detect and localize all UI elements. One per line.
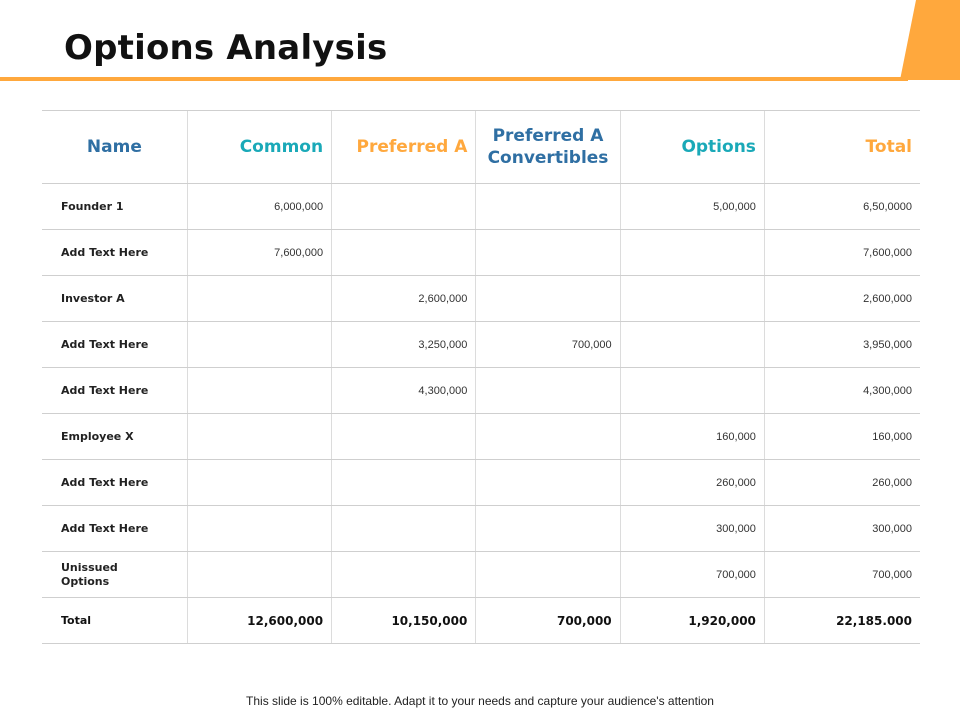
table-row [42, 506, 920, 552]
table-row [42, 322, 920, 368]
cell-common [187, 276, 331, 322]
slide-title: Options Analysis [64, 28, 388, 68]
cell-common: 6,000,000 [187, 184, 331, 230]
cell-convertibles [476, 506, 620, 552]
cell-preferred-a: 3,250,000 [332, 322, 476, 368]
cell-total: 2,600,000 [764, 276, 920, 322]
cell-convertibles [476, 184, 620, 230]
cell-total: 4,300,000 [764, 368, 920, 414]
cell-convertibles: 700,000 [476, 322, 620, 368]
header-name: Name [42, 111, 187, 184]
header-total: Total [764, 111, 920, 184]
cell-convertibles [476, 276, 620, 322]
cell-total: 22,185.000 [764, 598, 920, 644]
cell-total: 6,50,0000 [764, 184, 920, 230]
cell-options: 1,920,000 [620, 598, 764, 644]
table-row [42, 414, 920, 460]
cell-options [620, 368, 764, 414]
cell-options: 260,000 [620, 460, 764, 506]
row-name: Add Text Here [42, 460, 187, 506]
cell-convertibles [476, 230, 620, 276]
cell-options [620, 230, 764, 276]
cell-common [187, 414, 331, 460]
table-row [42, 276, 920, 322]
header-options: Options [620, 111, 764, 184]
cell-preferred-a: 10,150,000 [332, 598, 476, 644]
cell-preferred-a: 4,300,000 [332, 368, 476, 414]
cell-common [187, 552, 331, 598]
row-name: Investor A [42, 276, 187, 322]
corner-accent-shape [900, 0, 960, 80]
cell-convertibles [476, 414, 620, 460]
row-name: Add Text Here [42, 322, 187, 368]
cell-total: 300,000 [764, 506, 920, 552]
table-header-row [42, 111, 920, 184]
row-name: Total [42, 598, 187, 644]
cell-convertibles [476, 460, 620, 506]
table-row [42, 552, 920, 598]
cell-options [620, 322, 764, 368]
cell-preferred-a [332, 506, 476, 552]
cell-options: 300,000 [620, 506, 764, 552]
cell-common [187, 460, 331, 506]
cell-common [187, 506, 331, 552]
table-row [42, 460, 920, 506]
row-name: Unissued Options [42, 552, 187, 598]
cell-common: 7,600,000 [187, 230, 331, 276]
cell-preferred-a [332, 552, 476, 598]
footer-note: This slide is 100% editable. Adapt it to your needs and capture your audience's attention [246, 694, 714, 708]
cell-total: 700,000 [764, 552, 920, 598]
title-underline [0, 77, 908, 81]
cell-options [620, 276, 764, 322]
cell-total: 7,600,000 [764, 230, 920, 276]
cell-options: 5,00,000 [620, 184, 764, 230]
header-preferred-a-convertibles: Preferred A Convertibles [476, 111, 620, 184]
cell-total: 260,000 [764, 460, 920, 506]
header-common: Common [187, 111, 331, 184]
row-name: Founder 1 [42, 184, 187, 230]
cell-preferred-a: 2,600,000 [332, 276, 476, 322]
cell-convertibles: 700,000 [476, 598, 620, 644]
cell-preferred-a [332, 460, 476, 506]
cell-convertibles [476, 552, 620, 598]
table-row [42, 230, 920, 276]
options-table [42, 110, 920, 644]
row-name: Add Text Here [42, 230, 187, 276]
cell-preferred-a [332, 184, 476, 230]
cell-total: 160,000 [764, 414, 920, 460]
header-preferred-a: Preferred A [332, 111, 476, 184]
cell-common [187, 322, 331, 368]
total-row [42, 598, 920, 644]
cell-common [187, 368, 331, 414]
cell-options: 160,000 [620, 414, 764, 460]
cell-convertibles [476, 368, 620, 414]
cell-common: 12,600,000 [187, 598, 331, 644]
cell-total: 3,950,000 [764, 322, 920, 368]
row-name: Employee X [42, 414, 187, 460]
cell-preferred-a [332, 230, 476, 276]
row-name: Add Text Here [42, 506, 187, 552]
row-name: Add Text Here [42, 368, 187, 414]
cell-options: 700,000 [620, 552, 764, 598]
table-row [42, 368, 920, 414]
table-row [42, 184, 920, 230]
cell-preferred-a [332, 414, 476, 460]
